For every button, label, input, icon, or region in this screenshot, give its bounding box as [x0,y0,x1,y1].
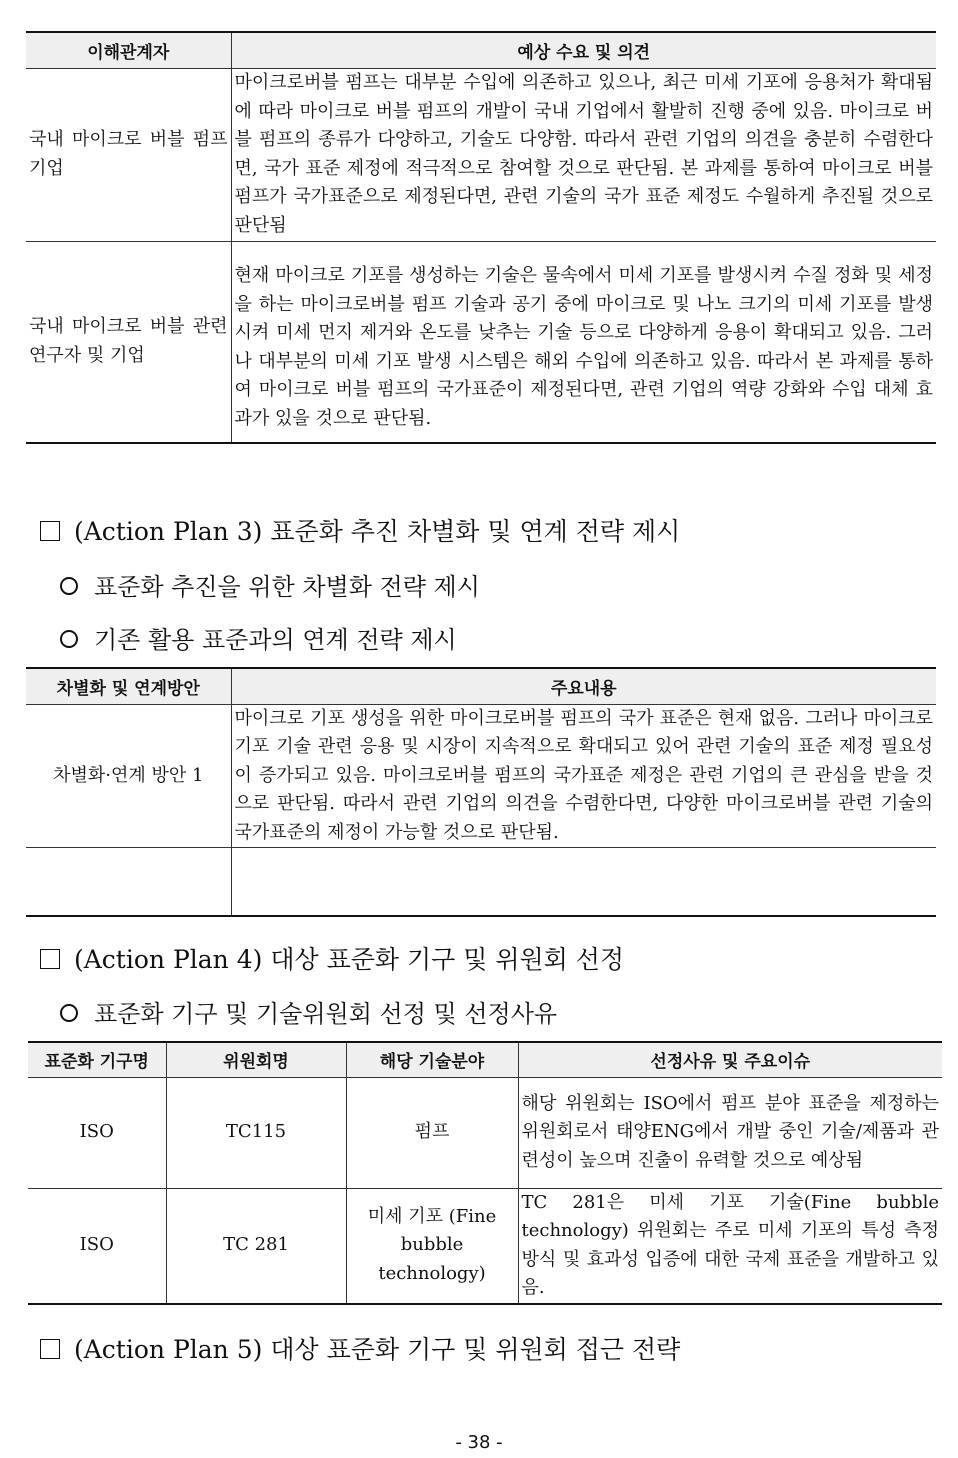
table-row [26,848,936,916]
table-header: 위원회명 [166,1042,346,1077]
table-row [26,241,936,443]
action-plan-3-bullet: 기존 활용 표준과의 연계 전략 제시 [60,620,457,655]
table-header: 예상 수요 및 의견 [231,32,936,68]
circle-bullet-icon [60,1004,78,1022]
table-header: 표준화 기구명 [28,1042,166,1077]
reason-cell: TC 281은 미세 기포 기술(Fine bubble technology) 위원회는 주로 미세 기포의 특성 측정 방식 및 효과성 입증에 대한 국제 표준을 개발하고 있음. [521,1191,939,1298]
content-cell [231,848,936,916]
item-cell [26,848,231,916]
checkbox-square-icon [40,949,60,969]
action-plan-3-heading: (Action Plan 3) 표준화 추진 차별화 및 연계 전략 제시 [40,512,680,548]
table-row [28,1077,942,1188]
table-header: 해당 기술분야 [346,1042,518,1077]
table-header: 선정사유 및 주요이슈 [518,1042,942,1077]
item-cell: 차별화·연계 방안 1 [26,704,231,848]
checkbox-square-icon [40,1339,60,1359]
reason-cell: 해당 위원회는 ISO에서 펌프 분야 표준을 제정하는 위원회로서 태양ENG에서 개발 중인 기술/제품과 관련성이 높으며 진출이 유력할 것으로 예상됨 [521,1092,939,1171]
table-row [28,1188,942,1304]
committee-cell: TC 281 [166,1188,346,1304]
field-cell: 펌프 [346,1077,518,1188]
page-number: - 38 - [455,1432,503,1453]
table-row [26,68,936,241]
table-header: 이해관계자 [26,32,231,68]
table-header: 주요내용 [231,668,936,704]
committee-cell: TC115 [166,1077,346,1188]
org-cell: ISO [28,1077,166,1188]
table-header: 차별화 및 연계방안 [26,668,231,704]
committee-table [28,1041,942,1305]
action-plan-4-heading: (Action Plan 4) 대상 표준화 기구 및 위원회 선정 [40,940,624,976]
action-plan-3-bullet: 표준화 추진을 위한 차별화 전략 제시 [60,567,480,602]
stakeholder-cell: 국내 마이크로 버블 관련 연구자 및 기업 [26,241,231,443]
opinion-cell: 현재 마이크로 기포를 생성하는 기술은 물속에서 미세 기포를 발생시켜 수질 정화 및 세정을 하는 마이크로버블 펌프 기술과 공기 중에 마이크로 및 나노 크기의 미세 기포를 발생시켜 미세 먼지 제거와 온도를 낮추는 기술 등으로 다양하게 응용이 확대되고 있음. 그러나 대부분의 미세 기포 발생 시스템은 해외 수입에 의존하고 있음. 따라서 본 과제를 통하여 마이크로 버블 펌프의 국가표준이 제정된다면, 관련 기업의 역량 강화와 수입 대체 효과가 있을 것으로 판단됨. [234,265,933,429]
differentiation-table [26,667,936,917]
stakeholder-table [26,31,936,444]
checkbox-square-icon [40,521,60,541]
circle-bullet-icon [60,630,78,648]
table-row [26,704,936,848]
action-plan-4-bullet: 표준화 기구 및 기술위원회 선정 및 선정사유 [60,994,557,1029]
content-cell: 마이크로 기포 생성을 위한 마이크로버블 펌프의 국가 표준은 현재 없음. 그러나 마이크로 기포 기술 관련 응용 및 시장이 지속적으로 확대되고 있어 관련 기술의 표준 제정 필요성이 증가되고 있음. 마이크로버블 펌프의 국가표준 제정은 관련 기업의 큰 관심을 받을 것으로 판단됨. 따라서 관련 기업의 의견을 수렴한다면, 다양한 마이크로버블 관련 기술의 국가표준의 제정이 가능할 것으로 판단됨. [234,707,933,843]
circle-bullet-icon [60,577,78,595]
action-plan-5-heading: (Action Plan 5) 대상 표준화 기구 및 위원회 접근 전략 [40,1330,680,1366]
org-cell: ISO [28,1188,166,1304]
stakeholder-cell: 국내 마이크로 버블 펌프 기업 [26,68,231,241]
field-cell: 미세 기포 (Fine bubble technology) [346,1188,518,1304]
opinion-cell: 마이크로버블 펌프는 대부분 수입에 의존하고 있으나, 최근 미세 기포에 응용처가 확대됨에 따라 마이크로 버블 펌프의 개발이 국내 기업에서 활발히 진행 중에 있음. 마이크로 버블 펌프의 종류가 다양하고, 기술도 다양함. 따라서 관련 기업의 의견을 충분히 수렴한다면, 국가 표준 제정에 적극적으로 참여할 것으로 판단됨. 본 과제를 통하여 마이크로 버블 펌프가 국가표준으로 제정된다면, 관련 기술의 국가 표준 제정도 수월하게 추진될 것으로 판단됨 [234,72,933,236]
